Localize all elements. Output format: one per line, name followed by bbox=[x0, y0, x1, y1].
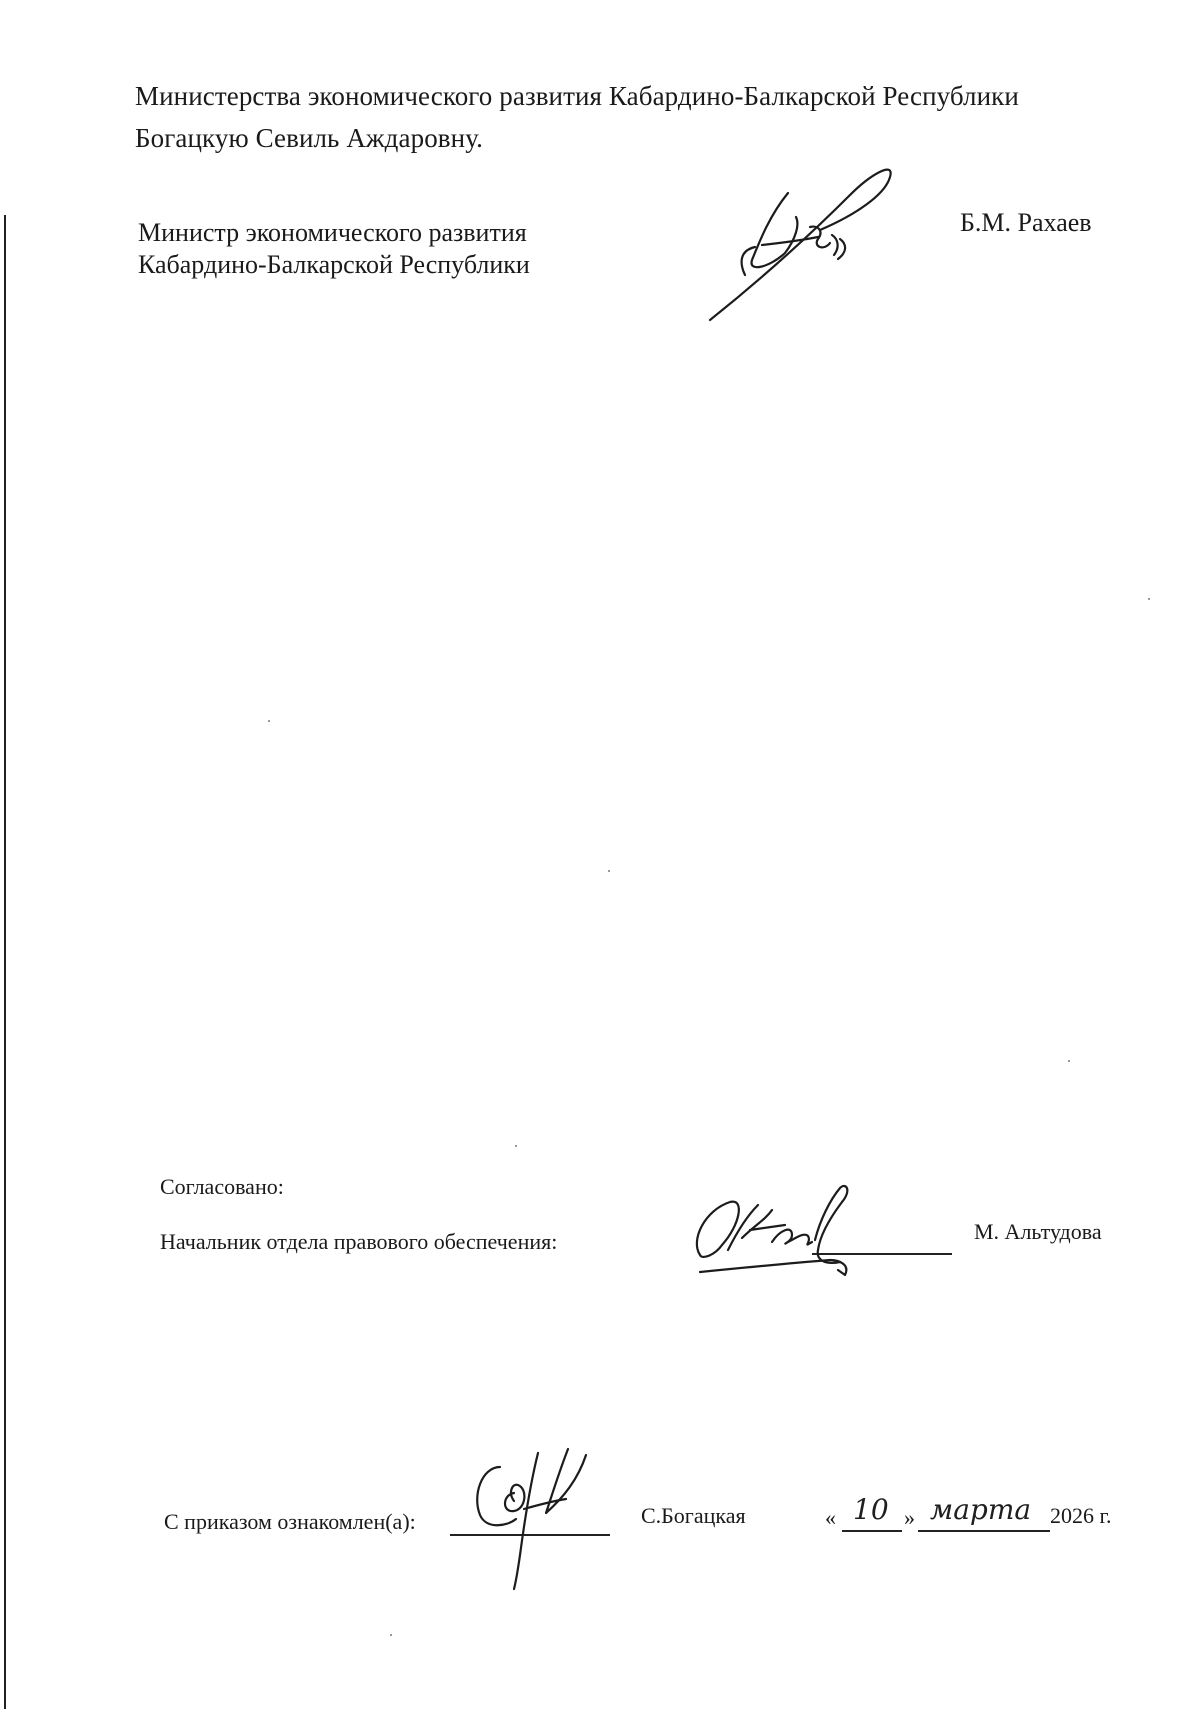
minister-signature bbox=[700, 155, 920, 325]
scan-speck bbox=[1068, 1060, 1070, 1062]
scan-speck bbox=[1148, 598, 1150, 600]
date-year: 2026 г. bbox=[1050, 1503, 1112, 1528]
signatory-name: Б.М. Рахаев bbox=[960, 208, 1092, 237]
scan-speck bbox=[608, 870, 610, 872]
approval-label: Согласовано: bbox=[160, 1174, 284, 1199]
scan-speck bbox=[268, 720, 270, 722]
date-day: 10 bbox=[853, 1493, 889, 1526]
scan-speck bbox=[515, 1145, 517, 1147]
signatory-title-line-2: Кабардино-Балкарской Республики bbox=[138, 250, 530, 279]
scan-speck bbox=[390, 1634, 392, 1636]
approval-position: Начальник отдела правового обеспечения: bbox=[160, 1229, 558, 1254]
header-line-2: Богацкую Севиль Аждаровну. bbox=[135, 123, 483, 153]
acknowledgement-name: С.Богацкая bbox=[641, 1503, 746, 1528]
date-day-underline bbox=[842, 1530, 902, 1532]
date-close-quote: » bbox=[904, 1505, 915, 1530]
scan-edge-line bbox=[4, 215, 6, 1709]
acknowledgement-label: С приказом ознакомлен(а): bbox=[164, 1509, 416, 1534]
date-month-underline bbox=[918, 1530, 1050, 1532]
header-line-1: Министерства экономического развития Кабардино-Балкарской Республики bbox=[135, 81, 1019, 111]
approval-name: М. Альтудова bbox=[974, 1219, 1102, 1244]
signatory-title-line-1: Министр экономического развития bbox=[138, 218, 527, 247]
date-open-quote: « bbox=[825, 1505, 836, 1530]
acknowledgement-signature bbox=[468, 1445, 608, 1595]
date-month: марта bbox=[930, 1493, 1032, 1526]
approval-signature bbox=[680, 1180, 900, 1290]
